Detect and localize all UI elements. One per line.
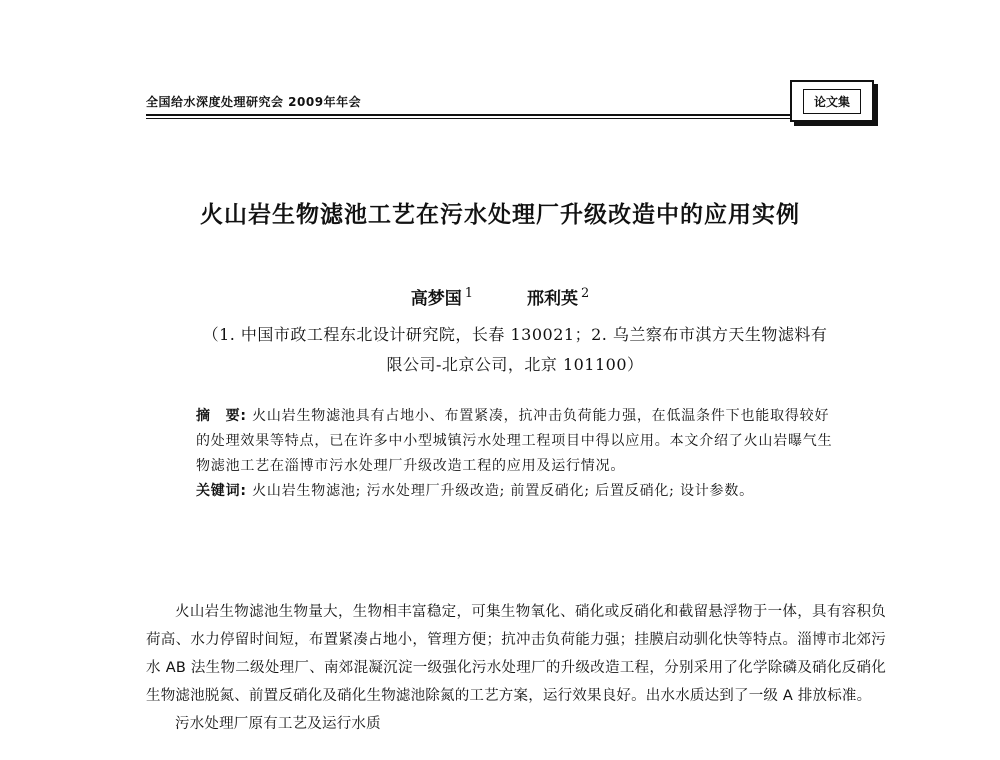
author-2-affil-marker: 2 <box>580 286 590 302</box>
running-header: 全国给水深度处理研究会 2009年年会 <box>146 95 362 109</box>
keywords-block <box>196 479 840 504</box>
affiliation-line-2: 限公司-北京公司，北京 101100） <box>386 355 644 374</box>
section-heading: 污水处理厂原有工艺及运行水质 <box>175 716 381 732</box>
paper-title: 火山岩生物滤池工艺在污水处理厂升级改造中的应用实例 <box>200 202 800 228</box>
body-paragraph-1: 火山岩生物滤池生物量大，生物相丰富稳定，可集生物氧化、硝化或反硝化和截留悬浮物于一体，具有容积负荷高、水力停留时间短，布置紧凑占地小，管理方便；抗冲击负荷能力强；挂膜启动驯化快等特点。淄博市北郊污水 AB 法生物二级处理厂、南郊混凝沉淀一级强化污水处理厂的升级改造工程，分别采用了化学除磷及硝化反硝化生物滤池脱氮、前置反硝化及硝化生物滤池除氮的工艺方案，运行效果良好。出水水质达到了一级 A 排放标准。 <box>146 604 886 704</box>
header-rule-thin <box>146 118 790 119</box>
author-1-name: 高梦国 <box>410 289 462 309</box>
author-2-name: 邢利英 <box>526 289 578 309</box>
author-2 <box>526 286 590 309</box>
keywords-text: 火山岩生物滤池; 污水处理厂升级改造; 前置反硝化; 后置反硝化; 设计参数。 <box>252 483 754 499</box>
affiliations <box>150 320 880 380</box>
journal-box <box>790 80 874 122</box>
abstract-text: 火山岩生物滤池具有占地小、布置紧凑，抗冲击负荷能力强，在低温条件下也能取得较好的处理效果等特点，已在许多中小型城镇污水处理工程项目中得以应用。本文介绍了火山岩曝气生物滤池工艺在淄博市污水处理厂升级改造工程的应用及运行情况。 <box>196 408 833 474</box>
abstract-label: 摘 要: <box>196 408 247 424</box>
body-text <box>146 598 886 738</box>
author-list <box>0 284 1000 309</box>
author-1 <box>410 286 474 309</box>
abstract <box>196 404 840 504</box>
affiliation-line-1: （1. 中国市政工程东北设计研究院，长春 130021；2. 乌兰察布市淇方天生物滤料有 <box>202 325 828 344</box>
abstract-block <box>196 404 840 479</box>
journal-box-label: 论文集 <box>803 89 861 114</box>
author-1-affil-marker: 1 <box>464 286 474 302</box>
header-rule <box>146 114 790 116</box>
keywords-label: 关键词: <box>196 483 247 499</box>
